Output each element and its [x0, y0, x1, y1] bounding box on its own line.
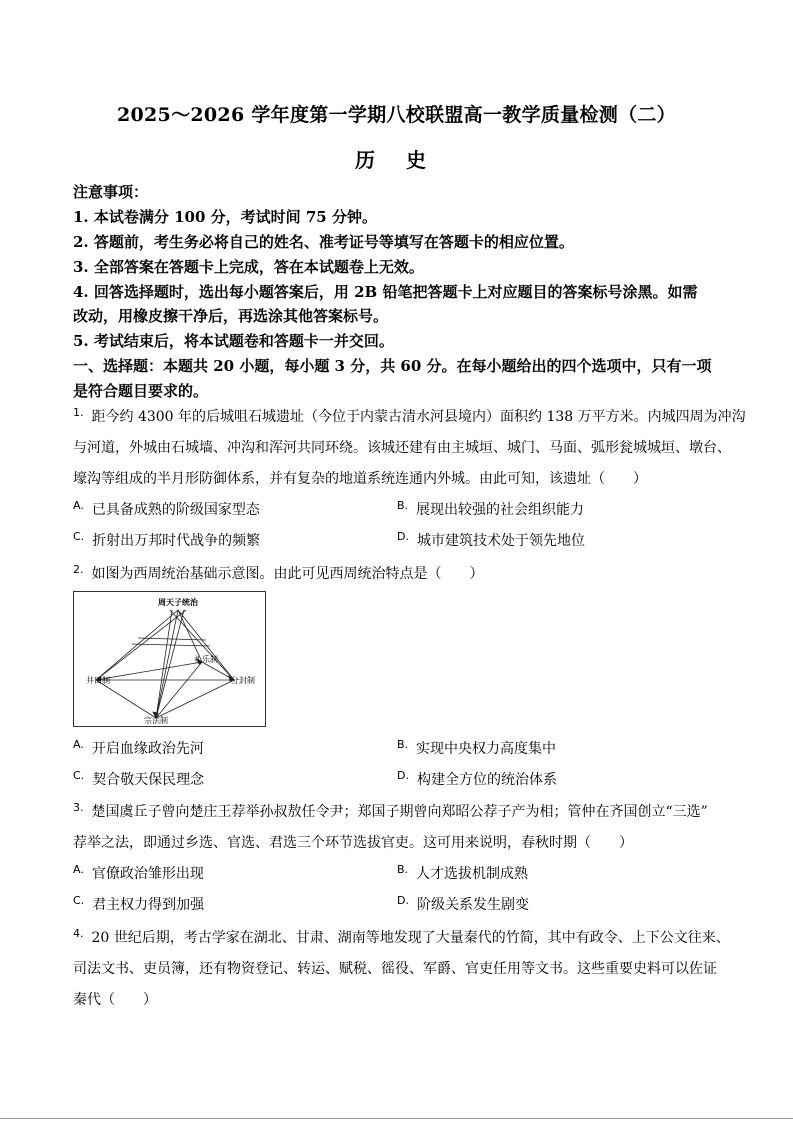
question-2-option-a[interactable]: $^{A.}$ 开启血缘政治先河 [73, 738, 204, 757]
page-bottom-rule [0, 1118, 793, 1119]
diagram-lines [74, 592, 265, 726]
section-heading-line1: 一、选择题：本题共 20 小题，每小题 3 分，共 60 分。在每小题给出的四个选项中，只有一项 [73, 357, 712, 375]
question-4-line: 司法文书、吏员簿，还有物资登记、转运、赋税、徭役、军爵、官吏任用等文书。这些重要史料可以佐证 [73, 961, 717, 977]
question-1-option-d[interactable]: $^{D.}$ 城市建筑技术处于领先地位 [397, 530, 585, 549]
diagram-label-left: 井田制 [86, 676, 110, 685]
notes-item: 改动，用橡皮擦干净后，再选涂其他答案标号。 [73, 307, 389, 325]
question-1-number: 1. [73, 406, 84, 419]
diagram-label-right-upper: 礼乐制 [194, 655, 218, 664]
question-1-option-b[interactable]: $^{B.}$ 展现出较强的社会组织能力 [397, 499, 585, 518]
question-1-line: 壕沟等组成的半月形防御体系，并有复杂的地道系统连通内外城。由此可知，该遗址（ ） [73, 471, 647, 487]
notes-item: 1. 本试卷满分 100 分，考试时间 75 分钟。 [73, 208, 377, 226]
subject-title: 历 史 [355, 148, 438, 172]
question-4-line: 秦代（ ） [73, 992, 157, 1008]
question-2-option-c[interactable]: $^{C.}$ 契合敬天保民理念 [73, 769, 205, 788]
exam-title: 2025～2026 学年度第一学期八校联盟高一教学质量检测（二） [117, 104, 676, 126]
question-4-line: $^{4.}$ 20 世纪后期，考古学家在湖北、甘肃、湖南等地发现了大量秦代的竹简，其中有政令、上下公文往来、 [73, 927, 730, 946]
question-3-option-d[interactable]: $^{D.}$ 阶级关系发生剧变 [397, 894, 529, 913]
question-3-option-a[interactable]: $^{A.}$ 官僚政治雏形出现 [73, 863, 204, 882]
notes-item: 2. 答题前，考生务必将自己的姓名、准考证号等填写在答题卡的相应位置。 [73, 233, 574, 251]
question-3-option-b[interactable]: $^{B.}$ 人才选拔机制成熟 [397, 863, 529, 882]
diagram-label-right: 分封制 [231, 676, 255, 685]
question-3-line: $^{3.}$ 楚国虞丘子曾向楚庄王荐举孙叔敖任令尹；郑国子期曾向郑昭公荐子产为相；管仲在齐国创立“三选” [73, 801, 708, 820]
question-3-option-c[interactable]: $^{C.}$ 君主权力得到加强 [73, 894, 205, 913]
question-4-number: 4. [73, 927, 84, 940]
question-1-option-c[interactable]: $^{C.}$ 折射出万邦时代战争的频繁 [73, 530, 261, 549]
western-zhou-diagram [73, 591, 266, 727]
question-1-line: 与河道，外城由石城墙、冲沟和浑河共同环绕。该城还建有由主城垣、城门、马面、弧形瓮城城垣、墩台、 [73, 440, 731, 456]
question-2-line: $^{2.}$ 如图为西周统治基础示意图。由此可见西周统治特点是（ ） [73, 563, 484, 582]
notes-heading: 注意事项： [73, 183, 149, 201]
question-2-number: 2. [73, 563, 84, 576]
question-2-option-d[interactable]: $^{D.}$ 构建全方位的统治体系 [397, 769, 557, 788]
notes-item: 3. 全部答案在答题卡上完成，答在本试题卷上无效。 [73, 258, 424, 276]
question-1-option-a[interactable]: $^{A.}$ 已具备成熟的阶级国家型态 [73, 499, 260, 518]
question-3-number: 3. [73, 801, 84, 814]
diagram-label-top: 周天子统治 [158, 597, 198, 607]
question-3-line: 荐举之法，即通过乡选、官选、君选三个环节选拔官吏。这可用来说明，春秋时期（ ） [73, 835, 633, 851]
section-heading-line2: 是符合题目要求的。 [73, 382, 209, 400]
notes-item: 5. 考试结束后，将本试题卷和答题卡一并交回。 [73, 332, 394, 350]
notes-item: 4. 回答选择题时，选出每小题答案后，用 2B 铅笔把答题卡上对应题目的答案标号涂黑。如需 [73, 283, 698, 301]
question-1-line: $^{1.}$ 距今约 4300 年的后城咀石城遗址（今位于内蒙古清水河县境内）面积约 138 万平方米。内城四周为冲沟 [73, 406, 746, 425]
diagram-label-bottom: 宗法制 [144, 716, 168, 725]
question-2-option-b[interactable]: $^{B.}$ 实现中央权力高度集中 [397, 738, 557, 757]
